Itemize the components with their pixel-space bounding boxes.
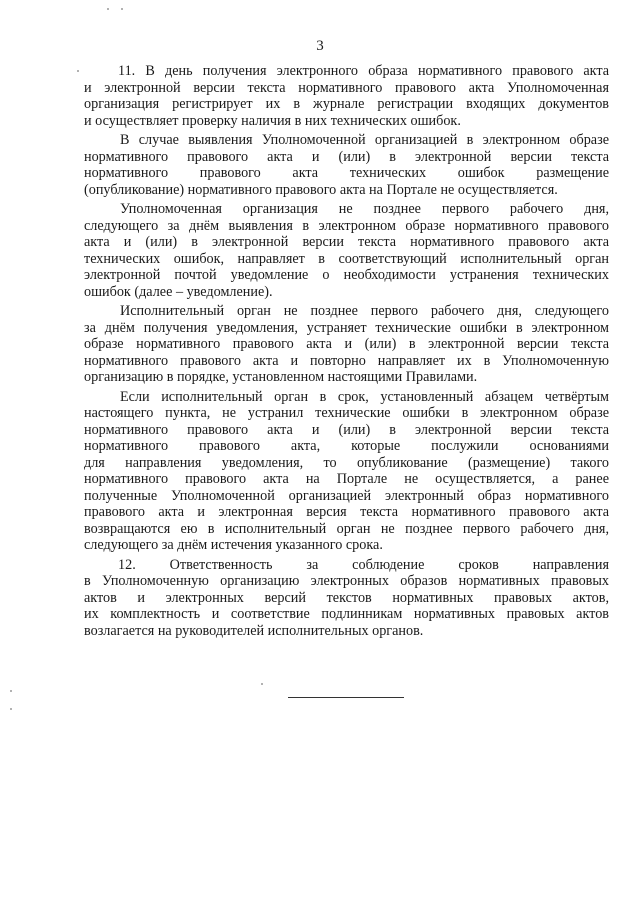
text-line: Исполнительный орган не позднее первого рабочего дня, следующего (120, 303, 609, 319)
document-body (84, 63, 609, 639)
text-line: Уполномоченная организация не позднее первого рабочего дня, (120, 201, 609, 217)
paragraph (84, 389, 609, 554)
text-line: нормативного правового акта, которые послужили основаниями (84, 438, 609, 454)
scan-speck (77, 70, 79, 72)
text-line: в Уполномоченную организацию электронных образов нормативных правовых (84, 573, 609, 589)
text-line: актов и электронных версий текстов нормативных правовых актов, (84, 589, 609, 606)
scan-speck (107, 8, 109, 10)
scan-speck (121, 8, 123, 10)
end-of-document-rule (288, 697, 404, 698)
text-line: организация регистрирует их в журнале регистрации входящих документов (84, 96, 609, 112)
text-line: возлагается на руководителей исполнительных органов. (84, 622, 424, 639)
text-line: электронной почтой уведомление о необходимости устранения технических (84, 267, 609, 283)
text-line: возвращаются ею в исполнительный орган не позднее первого рабочего дня, (84, 520, 609, 537)
scan-speck (261, 683, 263, 685)
scan-speck (10, 708, 12, 710)
text-line: и электронной версии текста нормативного правового акта Уполномоченная (84, 79, 609, 96)
text-line: В случае выявления Уполномоченной организацией в электронном образе (120, 132, 609, 148)
paragraph (84, 63, 609, 129)
text-line: и осуществляет проверку наличия в них технических ошибок. (84, 112, 461, 129)
text-line: технических ошибок, направляет в соответствующий исполнительный орган (84, 250, 609, 267)
text-line: полученные Уполномоченной организацией электронный образ нормативного (84, 487, 609, 504)
text-line: ошибок (далее – уведомление). (84, 283, 273, 300)
paragraph (84, 132, 609, 198)
text-line: нормативного правового акта на Портале не осуществляется, а ранее (84, 471, 609, 487)
text-line: нормативного правового акта и (или) в электронной версии текста (84, 148, 609, 165)
text-line: 12. Ответственность за соблюдение сроков направления (118, 556, 609, 573)
text-line: их комплектность и соответствие подлинникам нормативных правовых актов (84, 606, 609, 622)
text-line: следующего за днём истечения указанного срока. (84, 537, 383, 553)
text-line: образе нормативного правового акта и (или) в электронной версии текста (84, 336, 609, 352)
text-line: за днём получения уведомления, устраняет технические ошибки в электронном (84, 319, 609, 336)
paragraph (84, 557, 609, 640)
page-number: 3 (316, 38, 324, 54)
text-line: 11. В день получения электронного образа нормативного правового акта (118, 63, 609, 79)
paragraph (84, 303, 609, 386)
text-line: (опубликование) нормативного правового акта на Портале не осуществляется. (84, 181, 558, 198)
scan-speck (10, 690, 12, 692)
text-line: нормативного правового акта и (или) в электронной версии текста (84, 421, 609, 438)
paragraph (84, 201, 609, 300)
text-line: для направления уведомления, то опубликование (размещение) такого (84, 454, 609, 471)
text-line: акта и (или) в электронной версии текста нормативного правового акта (84, 234, 609, 250)
text-line: правового акта и электронная версия текста нормативного правового акта (84, 504, 609, 520)
text-line: Если исполнительный орган в срок, установленный абзацем четвёртым (120, 388, 609, 405)
text-line: настоящего пункта, не устранил технические ошибки в электронном образе (84, 405, 609, 421)
text-line: организацию в порядке, установленном настоящими Правилами. (84, 369, 478, 385)
text-line: нормативного правового акта и повторно направляет их в Уполномоченную (84, 352, 609, 369)
text-line: нормативного правового акта технических ошибок размещение (84, 165, 609, 181)
text-line: следующего за днём выявления в электронном образе нормативного правового (84, 217, 609, 234)
